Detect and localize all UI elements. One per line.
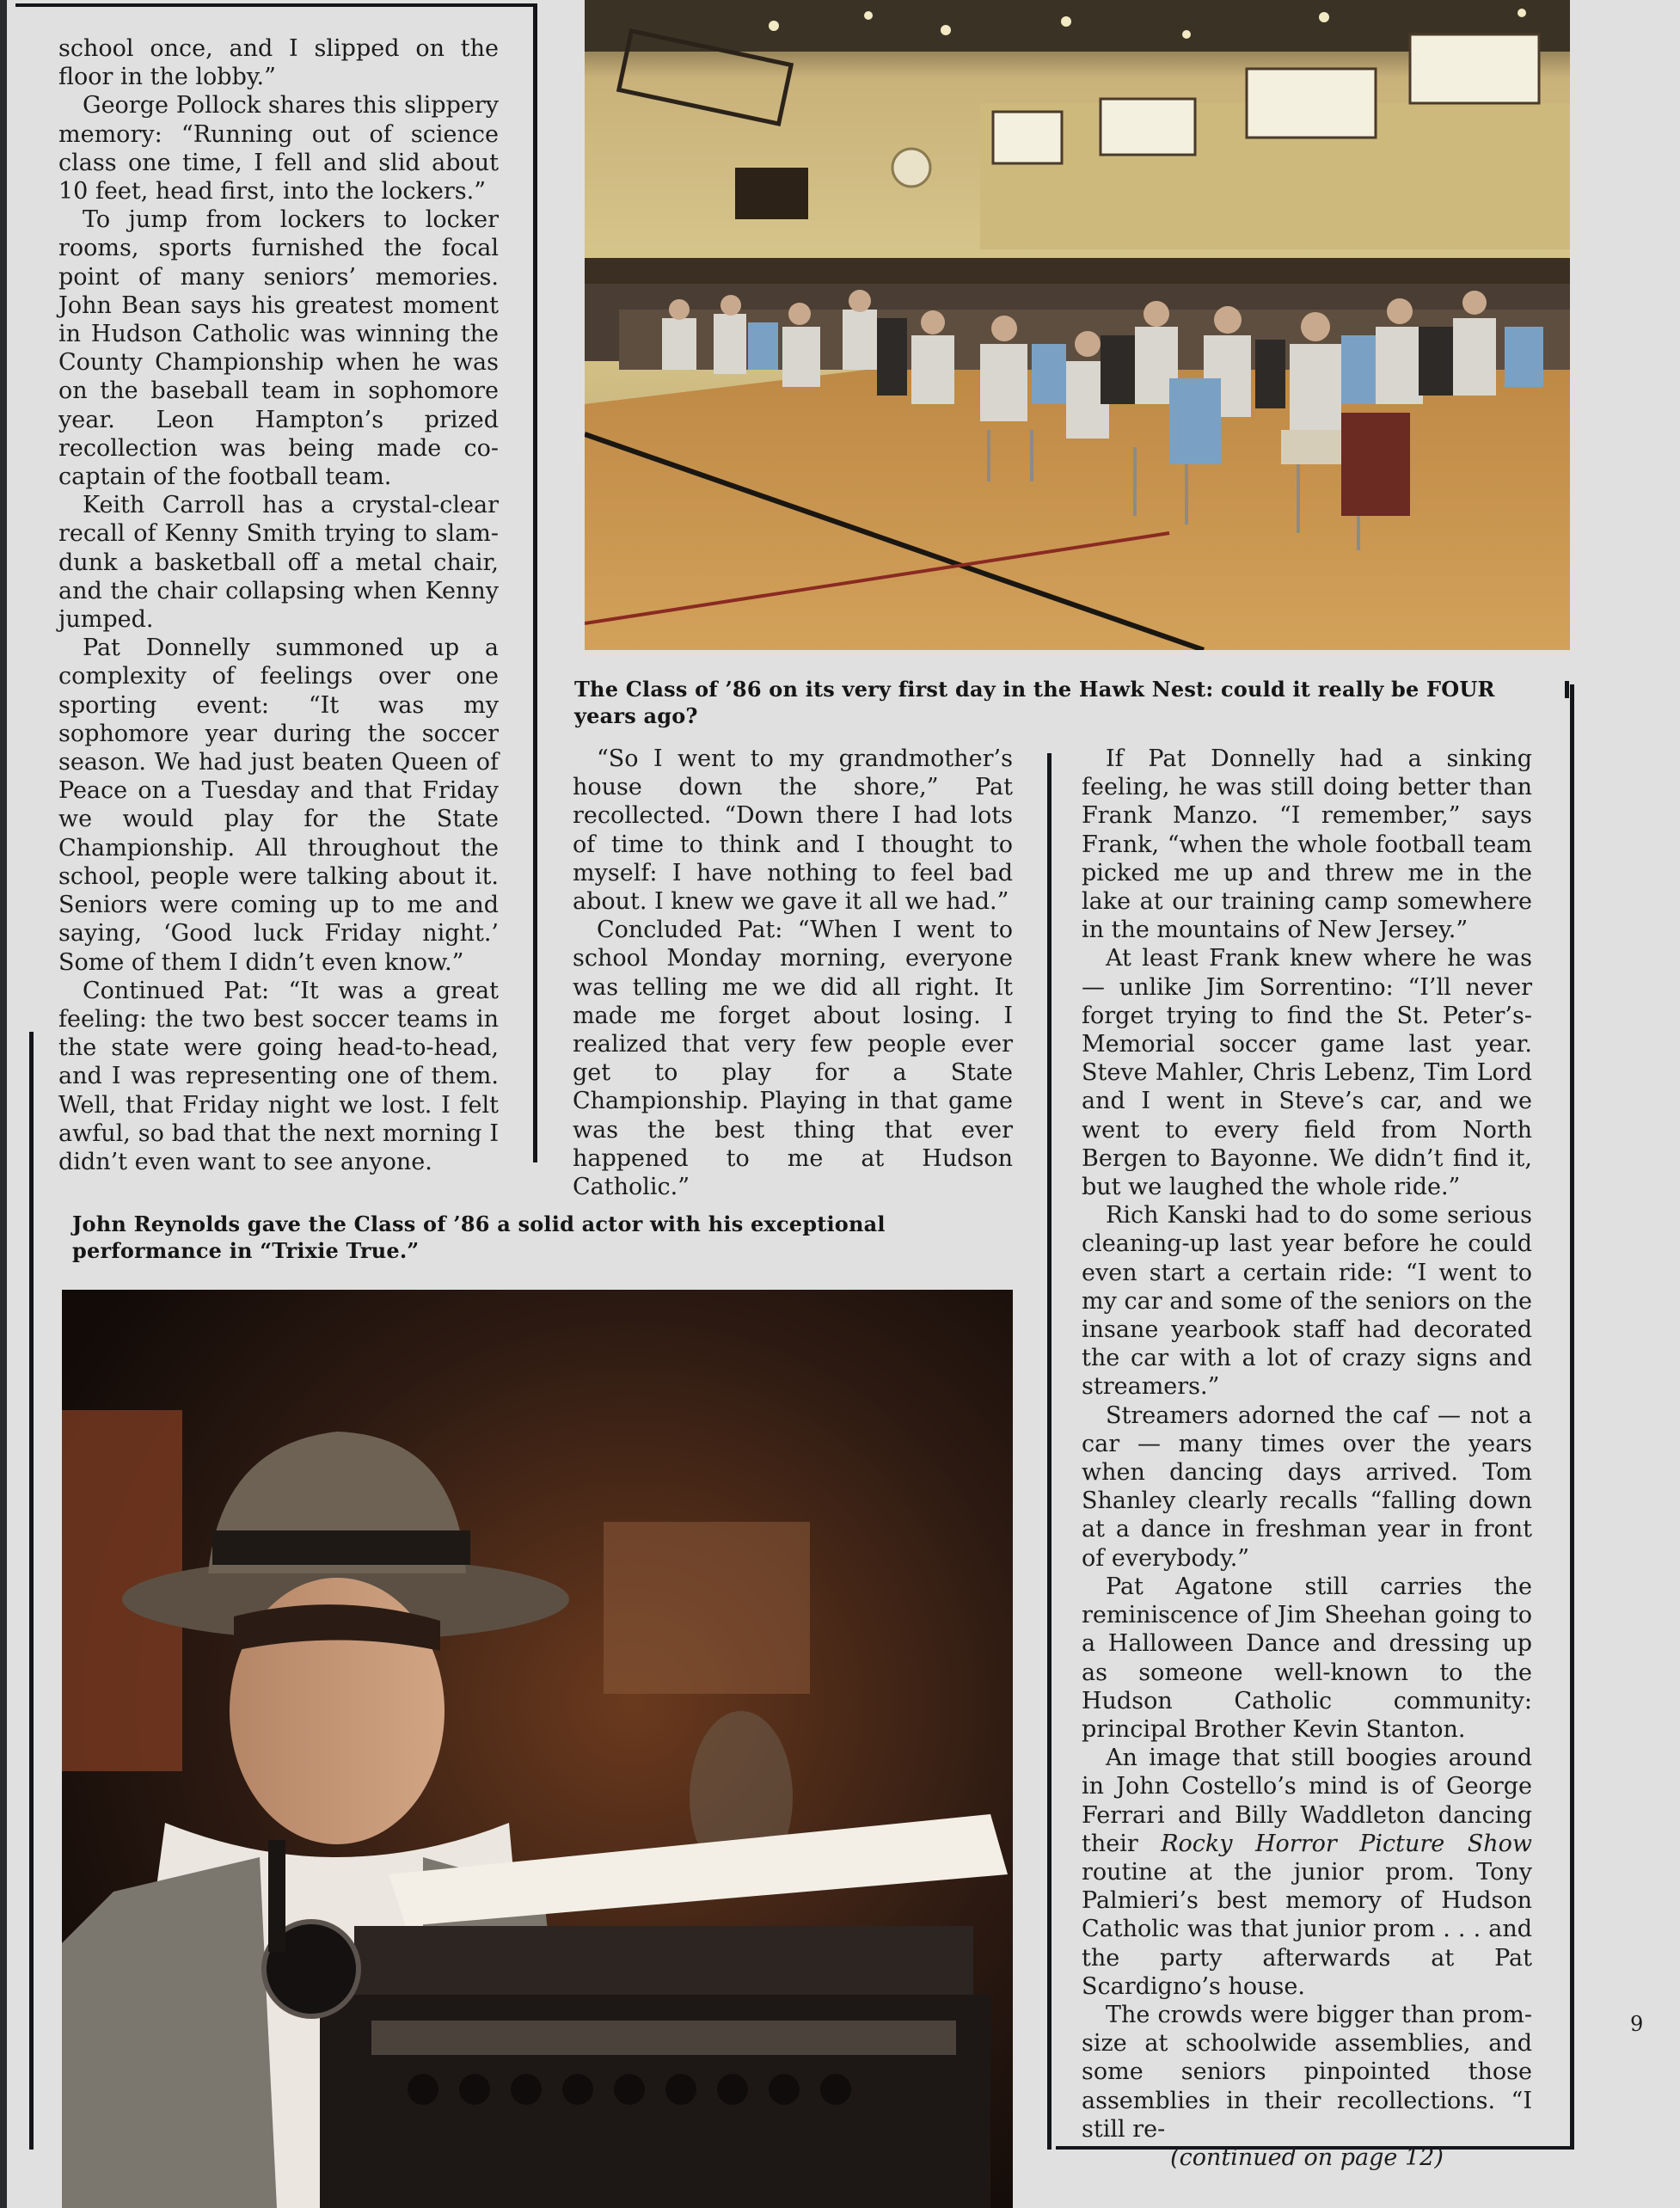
actor-photo-illustration xyxy=(62,1290,1013,2208)
paragraph: Streamers adorned the caf — not a car — many times over the years when dancing days arrived. Tom Shanley clearly recalls “falling down at a dance in freshman year in front of everybody.” xyxy=(1082,1401,1532,1572)
page-edge xyxy=(0,0,7,2208)
rule-left-top xyxy=(15,3,536,7)
paragraph: Rich Kanski had to do some serious cleaning-up last year before he could even start a certain ride: “I went to my car and some of the seniors on the insane yearbook staff had decorated the car with a lot of crazy signs and streamers.” xyxy=(1082,1202,1532,1401)
rule-right-col-right xyxy=(1570,684,1574,2150)
gym-photo-caption: The Class of ’86 on its very first day in the Hawk Nest: could it really be FOUR years ago? xyxy=(574,677,1495,728)
column-1 xyxy=(58,34,499,1176)
rocky-before: An image that still boogies around in John Costello’s mind is of George Ferrari and Billy Waddleton dancing their xyxy=(1082,1745,1532,1857)
column-3 xyxy=(1082,745,1532,2172)
paragraph xyxy=(1082,1744,1532,2001)
show-title: Rocky Horror Picture Show xyxy=(1161,1830,1532,1857)
paragraph: Continued Pat: “It was a great feeling: the two best soccer teams in the state were going head-to-head, and I was representing one of them. Well, that Friday night we lost. I felt awful, so bad that the next morning I didn’t even want to see anyone. xyxy=(58,977,499,1175)
rule-right-col-left xyxy=(1047,753,1052,2150)
paragraph: Pat Agatone still carries the reminiscence of Jim Sheehan going to a Halloween Dance and dressing up as someone well-known to the Hudson Catholic community: principal Brother Kevin Stanton. xyxy=(1082,1573,1532,1743)
gym-photo-illustration xyxy=(585,0,1570,650)
rocky-after: routine at the junior prom. Tony Palmieri’s best memory of Hudson Catholic was that junior prom . . . and the party afterwards at Pat Scardigno’s house. xyxy=(1082,1858,1532,2000)
paragraph: Keith Carroll has a crystal-clear recall of Kenny Smith trying to slam-dunk a basketball off a metal chair, and the chair collapsing when Kenny jumped. xyxy=(58,492,499,634)
paragraph: “So I went to my grandmother’s house down the shore,” Pat recollected. “Down there I had lots of time to think and I thought to myself: I have nothing to feel bad about. I knew we gave it all we had.” xyxy=(573,745,1013,916)
paragraph: school once, and I slipped on the floor in the lobby.” xyxy=(58,35,499,91)
paragraph: If Pat Donnelly had a sinking feeling, he was still doing better than Frank Manzo. “I remember,” says Frank, “when the whole football team picked me up and threw me in the lake at our training camp somewhere in the mountains of New Jersey.” xyxy=(1082,745,1532,944)
gym-photo xyxy=(585,0,1570,650)
paragraph: At least Frank knew where he was — unlike Jim Sorrentino: “I’ll never forget trying to find the St. Peter’s-Memorial soccer game last year. Steve Mahler, Chris Lebenz, Tim Lord and I went in Steve’s car, and we went to every field from North Bergen to Bayonne. We didn’t find it, but we laughed the whole ride.” xyxy=(1082,945,1532,1201)
rule-left-outer xyxy=(29,1032,34,2150)
paragraph: Concluded Pat: “When I went to school Monday morning, everyone was telling me we did all right. It made me forget about losing. I realized that very few people ever get to play for a State Championship. Playing in that game was the best thing that ever happened to me at Hudson Catholic.” xyxy=(573,917,1013,1201)
paragraph: Pat Donnelly summoned up a complexity of feelings over one sporting event: “It was my sophomore year during the soccer season. We had just beaten Queen of Peace on a Tuesday and that Friday we would play for the State Championship. All throughout the school, people were talking about it. Seniors were coming up to me and saying, ‘Good luck Friday night.’ Some of them I didn’t even know.” xyxy=(58,635,499,976)
paragraph: The crowds were bigger than prom-size at schoolwide assemblies, and some seniors pinpointed those assemblies in their recollections. “I still re- xyxy=(1082,2001,1532,2143)
paragraph: To jump from lockers to locker rooms, sports furnished the focal point of many seniors’ memories. John Bean says his greatest moment in Hudson Catholic was winning the County Championship when he was on the baseball team in sophomore year. Leon Hampton’s prized recollection was being made co-captain of the football team. xyxy=(58,206,499,491)
actor-photo-caption: John Reynolds gave the Class of ’86 a solid actor with his exceptional performance in “Trixie True.” xyxy=(72,1211,886,1263)
rule-right-top xyxy=(1565,681,1569,698)
actor-photo xyxy=(62,1290,1013,2208)
continued-note: (continued on page 12) xyxy=(1170,2144,1444,2171)
paragraph: George Pollock shares this slippery memory: “Running out of science class one time, I fell and slid about 10 feet, head first, into the lockers.” xyxy=(58,92,499,205)
rule-left-right xyxy=(533,3,537,1162)
page-number: 9 xyxy=(1630,2012,1644,2036)
column-2 xyxy=(573,745,1013,1201)
